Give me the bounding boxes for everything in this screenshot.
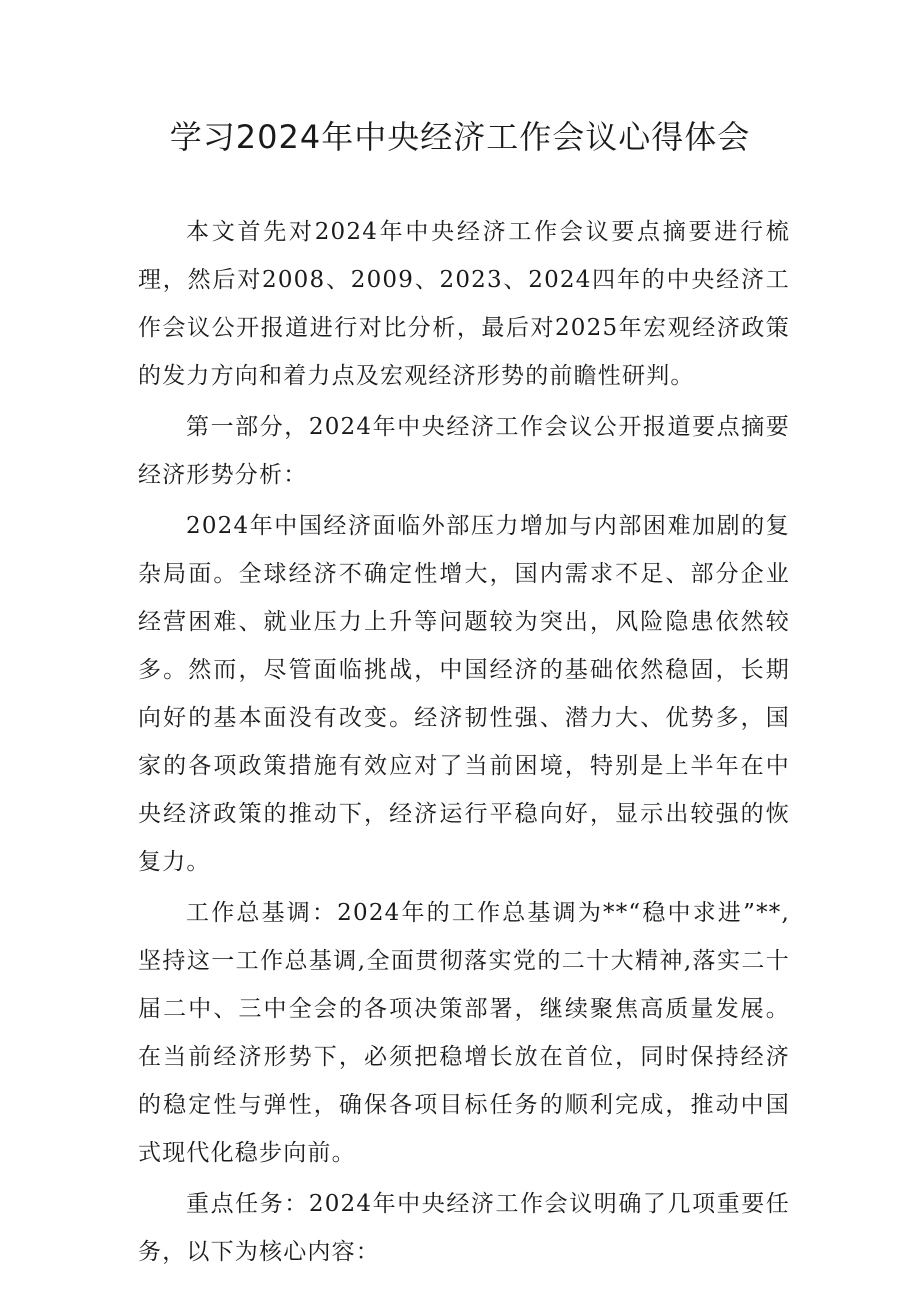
paragraph-work-tone: 工作总基调：2024年的工作总基调为**“稳中求进”**,坚持这一工作总基调,全面贯彻落实党的二十大精神,落实二十届二中、三中全会的各项决策部署，继续聚焦高质量发展。在当前经济形势下，必须把稳增长放在首位，同时保持经济的稳定性与弹性，确保各项目标任务的顺利完成，推动中国式现代化稳步向前。 <box>138 900 790 1166</box>
paragraph-economic-situation: 2024年中国经济面临外部压力增加与内部困难加剧的复杂局面。全球经济不确定性增大，国内需求不足、部分企业经营困难、就业压力上升等问题较为突出，风险隐患依然较多。然而，尽管面临挑战，中国经济的基础依然稳固，长期向好的基本面没有改变。经济韧性强、潜力大、优势多，国家的各项政策措施有效应对了当前困境，特别是上半年在中央经济政策的推动下，经济运行平稳向好，显示出较强的恢复力。 <box>138 513 790 875</box>
paragraph-intro: 本文首先对2024年中央经济工作会议要点摘要进行梳理，然后对2008、2009、2023、2024四年的中央经济工作会议公开报道进行对比分析，最后对2025年宏观经济政策的发力方向和着力点及宏观经济形势的前瞻性研判。 <box>138 219 790 389</box>
document-body <box>138 208 790 1279</box>
document-title: 学习2024年中央经济工作会议心得体会 <box>169 118 751 156</box>
paragraph-part-one-heading: 第一部分，2024年中央经济工作会议公开报道要点摘要经济形势分析： <box>138 414 790 488</box>
paragraph-key-tasks: 重点任务：2024年中央经济工作会议明确了几项重要任务，以下为核心内容： <box>138 1191 790 1265</box>
